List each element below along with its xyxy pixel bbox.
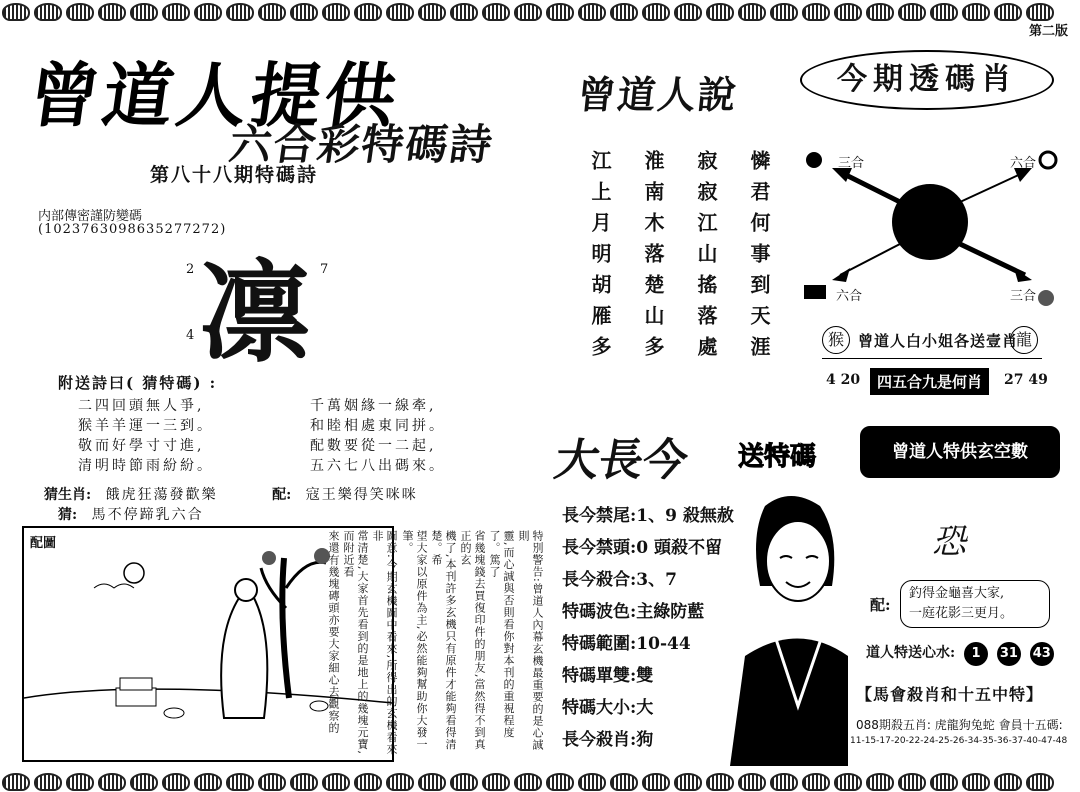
poem-gift-title: 附送詩曰( 猜特碼) :	[58, 374, 218, 392]
border-ornament	[130, 773, 158, 791]
poem-line: 五六七八出碼來。	[310, 458, 446, 474]
border-ornament	[610, 3, 638, 21]
border-ornament	[962, 773, 990, 791]
border-ornament	[258, 773, 286, 791]
border-ornament	[930, 773, 958, 791]
border-ornament	[898, 773, 926, 791]
dcj-row	[562, 724, 734, 756]
corner-num-tl: 2	[186, 262, 195, 277]
border-ornament	[354, 3, 382, 21]
compass-label-tl: 三合	[838, 156, 865, 171]
border-ornament	[738, 3, 766, 21]
pei2-label: 配:	[870, 596, 891, 614]
border-ornament	[34, 773, 62, 791]
dcj-value: 狗	[636, 730, 654, 750]
picture-label: 配圖	[30, 536, 57, 551]
guess-zodiac-value: 餓虎狂蕩發歡樂	[105, 487, 218, 503]
dcj-row	[562, 564, 734, 596]
border-ornament	[578, 3, 606, 21]
dcj-key: 長今殺合:	[562, 570, 637, 590]
border-ornament	[290, 3, 318, 21]
dcj-value: 雙	[636, 666, 654, 686]
border-ornament	[482, 3, 510, 21]
corner-num-bl: 4	[186, 328, 195, 343]
question-right-nums: 27 49	[1004, 372, 1048, 388]
big-character: 凛	[200, 248, 310, 377]
dcj-key: 特碼範圍:	[562, 634, 637, 654]
dcj-row	[562, 628, 734, 660]
note-line: 特別警告:曾道人內幕玄機最重要的是心誠則	[517, 530, 544, 751]
dcj-row	[562, 660, 734, 692]
guess-row	[58, 504, 204, 524]
dcj-key: 長今禁尾:	[562, 506, 637, 526]
compass-label-br: 三合	[1010, 289, 1037, 304]
top-border	[0, 0, 1080, 22]
border-ornament	[2, 773, 30, 791]
border-ornament	[706, 3, 734, 21]
secret-label: 内部傳密謹防變碼	[38, 209, 143, 224]
border-ornament	[386, 3, 414, 21]
page-label: 第二版	[1028, 24, 1068, 39]
dcj-title: 大長今	[550, 435, 692, 486]
border-ornament	[770, 3, 798, 21]
heart-label: 道人特送心水:	[866, 645, 956, 661]
poem-left	[78, 396, 214, 476]
compass-label-tr: 六合	[1010, 156, 1037, 171]
border-ornament	[1026, 3, 1054, 21]
question-box: 四五合九是何肖	[870, 368, 989, 395]
border-ornament	[322, 3, 350, 21]
heart-num: 1	[964, 642, 988, 666]
border-ornament	[994, 3, 1022, 21]
note-line: 圖意:今期玄機圖中看來,所得出的玄機看來非	[371, 530, 398, 756]
border-ornament	[482, 773, 510, 791]
border-ornament	[514, 3, 542, 21]
note-block	[327, 530, 544, 758]
border-ornament	[66, 773, 94, 791]
note-line: 來還有幾塊磚頭亦要大家細心去觀察的	[327, 530, 340, 734]
border-ornament	[674, 773, 702, 791]
dcj-key: 特碼波色:	[562, 602, 637, 622]
note-line: 靈,而心誠與否則看你對本刊的重視程度了。篤了	[488, 530, 515, 739]
heart-num: 31	[997, 642, 1021, 666]
bottom-border	[0, 770, 1080, 792]
portrait-image	[720, 486, 850, 766]
border-ornament	[226, 3, 254, 21]
guess-value: 馬不停蹄乳六合	[91, 507, 204, 523]
border-ornament	[706, 773, 734, 791]
border-ornament	[930, 3, 958, 21]
border-ornament	[674, 3, 702, 21]
heart-num: 43	[1030, 642, 1054, 666]
border-ornament	[2, 3, 30, 21]
kill-codes: 11-15-17-20-22-24-25-26-34-35-36-37-40-47-48	[850, 736, 1068, 746]
border-ornament	[226, 773, 254, 791]
border-ornament	[834, 3, 862, 21]
poem-line: 清明時節雨紛紛。	[78, 458, 214, 474]
secret-code: (1023763098635277272)	[38, 222, 227, 237]
says-title: 曾道人說	[575, 72, 741, 117]
dcj-row	[562, 532, 734, 564]
dcj-key: 長今禁頭:	[562, 538, 637, 558]
dcj-key: 特碼單雙:	[562, 666, 637, 686]
border-ornament	[962, 3, 990, 21]
issue-title: 第八十八期特碼詩	[150, 164, 319, 186]
note-line: 機了,本刊許多玄機只有原件才能夠看得清楚。希	[430, 530, 457, 751]
sub-title: 六合彩特碼詩	[226, 120, 498, 169]
border-ornament	[866, 3, 894, 21]
says-column: 憐君何事到天涯	[747, 150, 771, 367]
border-ornament	[418, 773, 446, 791]
xuan-title: 曾道人特供玄空數	[860, 426, 1060, 478]
pei2-line: 一庭花影三更月。	[909, 606, 1014, 621]
mouth-title: 今期透碼肖	[800, 50, 1054, 110]
divider	[822, 358, 1042, 359]
dcj-row	[562, 692, 734, 724]
border-ornament	[546, 773, 574, 791]
says-column: 寂寂江山搖落處	[694, 150, 718, 367]
dcj-value: 主綠防藍	[636, 602, 705, 622]
border-ornament	[642, 773, 670, 791]
border-ornament	[450, 3, 478, 21]
border-ornament	[610, 773, 638, 791]
heart-row	[866, 642, 1054, 666]
dcj-value: 1、9 殺無赦	[636, 506, 734, 526]
pei-value: 寇王樂得笑咪咪	[305, 487, 418, 503]
border-ornament	[450, 773, 478, 791]
border-ornament	[802, 3, 830, 21]
pei-label: 配:	[272, 487, 292, 503]
border-ornament	[194, 773, 222, 791]
border-ornament	[546, 3, 574, 21]
dcj-sub: 送特碼	[738, 442, 817, 472]
zodiac-dragon: 龍	[1010, 326, 1038, 354]
border-ornament	[98, 3, 126, 21]
guess-zodiac-label: 猜生肖:	[44, 487, 92, 503]
border-ornament	[162, 3, 190, 21]
border-ornament	[834, 773, 862, 791]
pei2-line: 釣得金龜喜大家,	[909, 586, 1005, 601]
dcj-list	[562, 500, 734, 756]
border-ornament	[514, 773, 542, 791]
corner-num-tr: 7	[320, 262, 329, 277]
guess-label: 猜:	[58, 507, 78, 523]
border-ornament	[162, 773, 190, 791]
border-ornament	[290, 773, 318, 791]
border-ornament	[194, 3, 222, 21]
horse-banner: 【馬會殺肖和十五中特】	[856, 685, 1044, 704]
poem-line: 千萬姻緣一線牽,	[310, 398, 437, 414]
dcj-value: 10-44	[636, 634, 691, 654]
border-ornament	[578, 773, 606, 791]
note-line: 省幾塊錢去買復印件的朋友,當然得不到真正的玄	[459, 530, 486, 751]
border-ornament	[802, 773, 830, 791]
kill-line: 088期殺五肖: 虎龍狗兔蛇 會員十五碼:	[856, 718, 1063, 732]
border-ornament	[66, 3, 94, 21]
note-line: 常清楚,大家首先看到的是地上的幾塊元寶,而附近看	[342, 530, 369, 755]
says-poem	[586, 150, 774, 367]
dcj-value: 大	[636, 698, 654, 718]
border-ornament	[130, 3, 158, 21]
says-column: 江上月明胡雁多	[588, 150, 612, 367]
dcj-key: 特碼大小:	[562, 698, 637, 718]
poem-line: 和睦相處東同拼。	[310, 418, 446, 434]
dcj-row	[562, 596, 734, 628]
dcj-key: 長今殺肖:	[562, 730, 637, 750]
border-ornament	[994, 773, 1022, 791]
hand-character: 恐	[932, 522, 966, 562]
compass-label-bl: 六合	[836, 289, 863, 304]
poem-line: 猴羊羊運一三到。	[78, 418, 214, 434]
poem-line: 敬而好學寸寸進,	[78, 438, 205, 454]
guess-zodiac-row	[44, 484, 418, 504]
border-ornament	[386, 773, 414, 791]
question-left-nums: 4 20	[826, 372, 861, 388]
main-title: 曾道人提供	[23, 55, 405, 137]
dcj-value: 3、7	[636, 570, 677, 590]
mouth-text: 曾道人白小姐各送壹肖	[858, 332, 1019, 350]
border-ornament	[770, 773, 798, 791]
border-ornament	[34, 3, 62, 21]
border-ornament	[354, 773, 382, 791]
border-ornament	[866, 773, 894, 791]
zodiac-monkey: 猴	[822, 326, 850, 354]
border-ornament	[258, 3, 286, 21]
poem-right	[310, 396, 446, 476]
poem-line: 二四回頭無人爭,	[78, 398, 205, 414]
border-ornament	[98, 773, 126, 791]
border-ornament	[418, 3, 446, 21]
border-ornament	[738, 773, 766, 791]
says-column: 淮南木落楚山多	[641, 150, 665, 367]
border-ornament	[898, 3, 926, 21]
border-ornament	[1026, 773, 1054, 791]
border-ornament	[322, 773, 350, 791]
border-ornament	[642, 3, 670, 21]
dcj-value: 0 頭殺不留	[636, 538, 723, 558]
pei2-box	[900, 580, 1050, 628]
poem-line: 配數要從一二起,	[310, 438, 437, 454]
note-line: 望大家以原件為主,必然能夠幫助你大發一筆。	[401, 530, 428, 751]
dcj-row	[562, 500, 734, 532]
